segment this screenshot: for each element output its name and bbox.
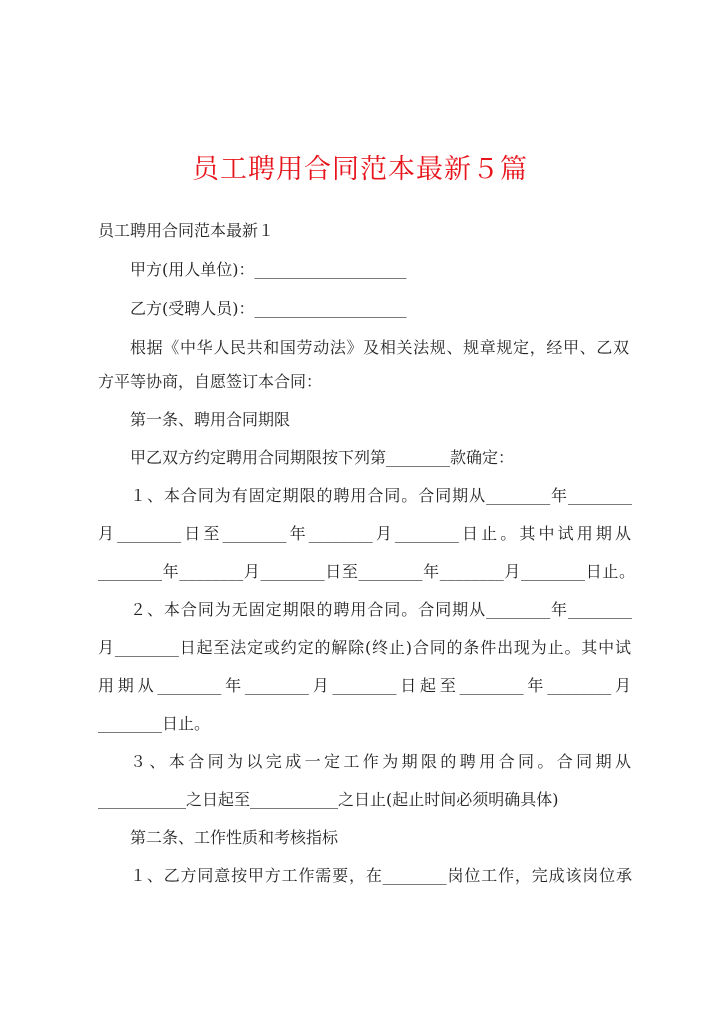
paragraph-line: 月________日起至法定或约定的解除(终止)合同的条件出现为止。其中试 [98,638,631,657]
section-heading: 员工聘用合同范本最新１ [98,221,275,240]
paragraph-line: 方平等协商，自愿签订本合同： [98,372,323,391]
paragraph-line: １、本合同为有固定期限的聘用合同。合同期从________年________ [130,486,632,505]
paragraph-line: ________年________月________日至________年________月________日止。 [98,562,635,581]
paragraph-line: ２、本合同为无固定期限的聘用合同。合同期从________年________ [130,600,632,619]
paragraph-line: ３、本合同为以完成一定工作为期限的聘用合同。合同期从 [130,752,631,771]
document-title: 员工聘用合同范本最新５篇 [192,154,528,185]
clause-heading: 第二条、工作性质和考核指标 [130,828,339,847]
clause-heading: 第一条、聘用合同期限 [130,410,291,429]
party-b-line: 乙方(受聘人员)：___________________ [130,299,407,318]
paragraph-line: １、乙方同意按甲方工作需要，在________岗位工作，完成该岗位承 [130,866,632,885]
paragraph-line: ________日止。 [98,714,211,733]
paragraph-line: ___________之日起至___________之日止(起止时间必须明确具体) [98,790,559,809]
paragraph-line: 月________日至________年________月________日止。其中试用期从 [98,524,631,543]
paragraph-line: 甲乙双方约定聘用合同期限按下列第________款确定： [130,448,515,467]
paragraph-line: 根据《中华人民共和国劳动法》及相关法规、规章规定，经甲、乙双 [130,338,629,357]
party-a-line: 甲方(用人单位)：___________________ [130,260,407,279]
paragraph-line: 用期从________年________月________日起至________年________月 [98,676,631,695]
